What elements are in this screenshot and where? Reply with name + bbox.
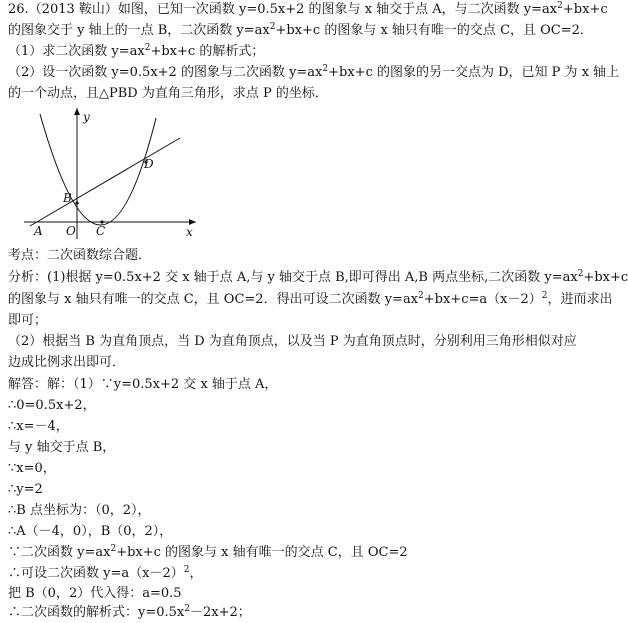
solution-line-12: ∴二次函数的解析式：$y=0.5x^2-2x+2$； — [8, 604, 251, 620]
y-axis-label: y — [83, 110, 90, 124]
label-a: A — [34, 224, 43, 238]
solution-line-2: ∴0=0.5x+2， — [8, 398, 96, 413]
question-2: （2）设一次函数 y=0.5x+2 的图象与二次函数 $y=ax^2+bx+c$ 的图象的另一交点为 D，已知 P 为 x 轴上 — [8, 64, 620, 80]
solution-line-10: ∴可设二次函数 $y=a(x-2)^2$， — [8, 565, 203, 581]
kaodian-line: 考点：二次函数综合题． — [8, 248, 152, 263]
y-axis-arrow — [74, 108, 80, 115]
function-graph-figure — [8, 104, 198, 240]
point-b — [75, 201, 78, 204]
analysis-line-3: 即可； — [8, 313, 48, 328]
analysis-line-2: 的图象与 x 轴只有唯一的交点 C，且 OC=2．得出可设二次函数 $y=ax^2+bx+c=a(x-2)^2$，进而求出 — [8, 291, 613, 307]
question-2-line-2: 的一个动点，且△PBD 为直角三角形，求点 P 的坐标． — [8, 86, 328, 101]
solution-line-7: ∴B 点坐标为：（0，2）， — [8, 503, 151, 518]
solution-line-4: 与 y 轴交于点 B， — [8, 440, 116, 455]
solution-line-3: ∴x=－4， — [8, 419, 69, 434]
question-1: （1）求二次函数 $y=ax^2+bx+c$ 的解析式； — [8, 43, 265, 59]
analysis-line-4: （2）根据当 B 为直角顶点，当 D 为直角顶点，以及当 P 为直角顶点时，分别利用三角形相似对应 — [8, 334, 577, 349]
solution-line-1: 解答：解：（1）∵y=0.5x+2 交 x 轴于点 A， — [8, 377, 278, 392]
label-c: C — [96, 224, 106, 238]
label-d: D — [144, 157, 154, 171]
parabola-curve — [40, 114, 156, 225]
x-axis-label: x — [186, 225, 193, 239]
analysis-line-1: 分析：(1)根据 y=0.5x+2 交 x 轴于点 A,与 y 轴交于点 B,即可得出 A,B 两点坐标,二次函数 $y=ax^2+bx+c$ — [8, 269, 628, 285]
analysis-line-5: 边成比例求出即可． — [8, 355, 126, 370]
linear-function-line — [30, 138, 180, 226]
solution-line-6: ∴y=2 — [8, 482, 43, 497]
solution-line-11: 把 B（0，2）代入得：a=0.5 — [8, 586, 182, 601]
problem-line-2: 的图象交于 y 轴上的一点 B，二次函数 $y=ax^2+bx+c$ 的图象与 x 轴只有唯一的交点 C，且 OC=2． — [8, 22, 593, 38]
solution-line-9: ∵二次函数 $y=ax^2+bx+c$ 的图象与 x 轴有唯一的交点 C，且 OC=2 — [8, 544, 408, 560]
problem-line-1: 26.（2013 鞍山）如图，已知一次函数 y=0.5x+2 的图象与 x 轴交于点 A，与二次函数 $y=ax^2+bx+c$ — [8, 1, 608, 17]
solution-line-8: ∴A（－4，0），B（0，2）， — [8, 524, 173, 539]
label-b: B — [63, 191, 72, 205]
solution-line-5: ∵x=0， — [8, 461, 56, 476]
label-o: O — [66, 224, 76, 238]
